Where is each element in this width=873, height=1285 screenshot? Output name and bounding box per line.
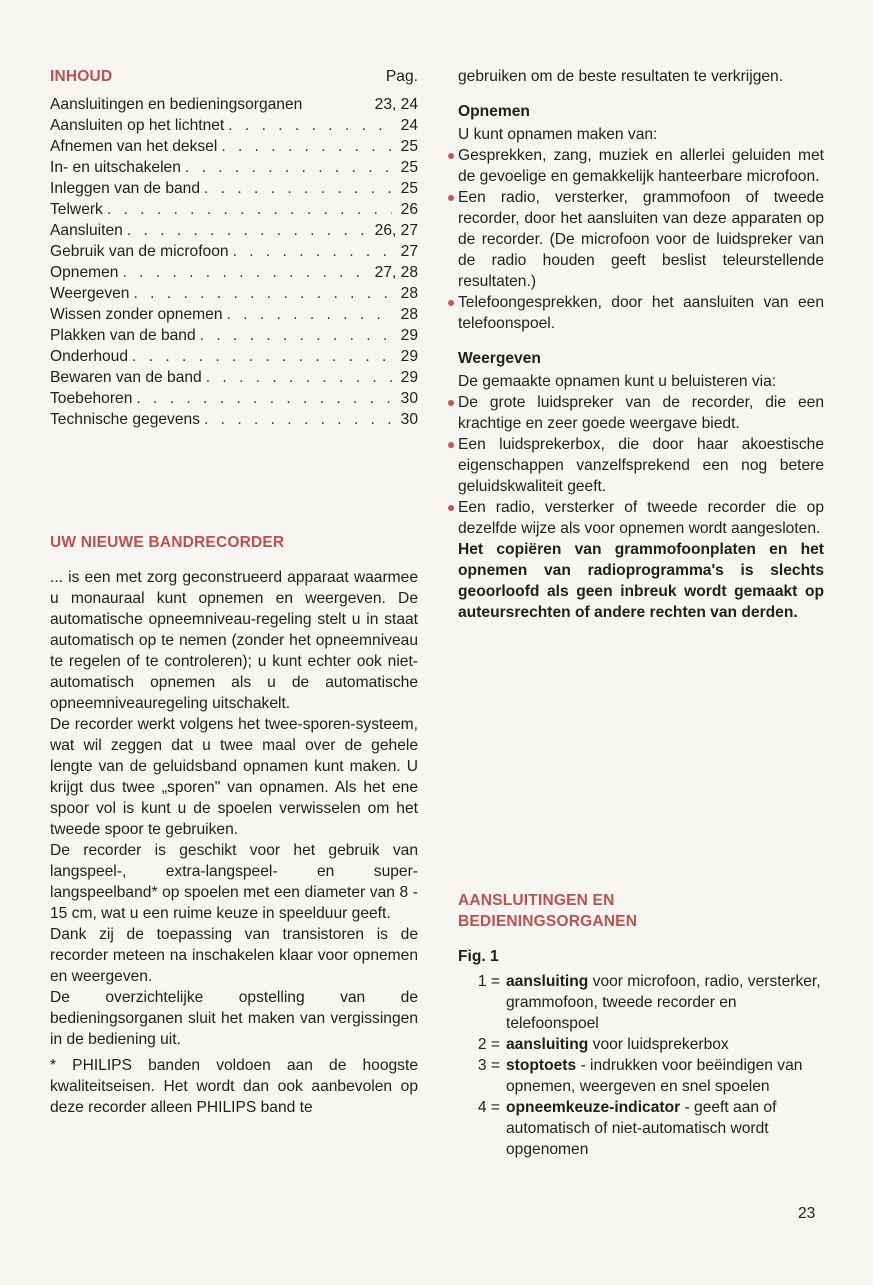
toc-entry-title: Bewaren van de band [50,369,202,386]
toc-entry [50,283,418,304]
toc-entry [50,94,418,115]
right-column [458,66,824,623]
toc-entry-page: 29 [400,369,418,386]
figure-legend [458,971,824,1160]
toc-list [50,94,418,430]
toc-entry-title: In- en uitschakelen [50,159,181,176]
legend-item [458,1097,824,1160]
toc-leader-dots [107,199,392,220]
toc-entry-title: Opnemen [50,264,119,281]
page-number: 23 [798,1205,816,1222]
intro-section [50,532,418,1118]
bullet-icon [448,400,454,406]
toc-entry [50,262,418,283]
toc-leader-dots [200,325,392,346]
weergeven-title: Weergeven [458,350,541,367]
opnemen-title: Opnemen [458,103,530,120]
toc-entry [50,304,418,325]
toc-entry [50,157,418,178]
toc-entry [50,409,418,430]
toc-entry-title: Weergeven [50,285,130,302]
intro-title: UW NIEUWE BANDRECORDER [50,534,285,551]
toc-entry [50,178,418,199]
intro-paragraph: De recorder is geschikt voor het gebruik van langspeel-, extra-langspeel- en super-langspeelband* op spoelen met een diameter van 8 - 15 cm, wat u een ruime keuze in speelduur geeft. [50,842,418,922]
toc-entry-page: 28 [400,285,418,302]
toc-entry-page: 29 [400,327,418,344]
connections-section [458,890,824,1160]
list-item: De grote luidspreker van de recorder, die een krachtige en zeer goede weergave biedt. [458,392,824,434]
toc-header [50,66,418,87]
toc-entry [50,199,418,220]
opnemen-list [458,145,824,334]
toc-entry-title: Inleggen van de band [50,180,201,197]
toc-entry-page: 26 [400,201,418,218]
toc-leader-dots [204,178,392,199]
weergeven-list [458,392,824,539]
toc-entry-page: 30 [400,390,418,407]
toc-entry-page: 24 [400,117,418,134]
bullet-icon [448,505,454,511]
list-item: Een luidsprekerbox, die door haar akoestische eigenschappen vanzelfsprekend een nog betere geluidskwaliteit geeft. [458,434,824,497]
toc-entry-page: 25 [400,138,418,155]
toc-entry [50,136,418,157]
copyright-warning: Het copiëren van grammofoonplaten en het opnemen van radioprogramma's is slechts geoorloofd als geen inbreuk wordt gemaakt op auteursrechten of andere rechten van derden. [458,541,824,621]
legend-text: aansluiting voor luidsprekerbox [506,1036,729,1053]
toc-leader-dots [228,115,392,136]
toc-leader-dots [133,283,392,304]
toc-entry-title: Telwerk [50,201,103,218]
toc-entry-page: 30 [400,411,418,428]
toc-entry-title: Aansluiten [50,222,123,239]
toc-leader-dots [227,304,393,325]
toc-entry-page: 23, 24 [374,96,418,113]
list-item: Een radio, versterker of tweede recorder die op dezelfde wijze als voor opnemen wordt aangesloten. [458,497,824,539]
legend-number: 1 = [477,973,500,990]
toc-page-label: Pag. [385,68,418,85]
toc-leader-dots [185,157,392,178]
toc-entry-title: Onderhoud [50,348,129,365]
toc-entry [50,325,418,346]
toc-entry-title: Wissen zonder opnemen [50,306,223,323]
intro-paragraph: ... is een met zorg geconstrueerd apparaat waarmee u monauraal kunt opnemen en weergeven. De automatische opneemniveau-regeling stelt u in staat automatisch op te nemen (zonder het opneemniveau te regelen of te controleren); u kunt echter ook niet-automatisch opnemen als u de automatische opneemniveauregeling uitschakelt. [50,569,418,712]
toc-leader-dots [204,409,392,430]
intro-paragraph: Dank zij de toepassing van transistoren is de recorder meteen na inschakelen klaar voor opnemen en weergeven. [50,926,418,985]
toc-entry [50,220,418,241]
opnemen-intro: U kunt opnamen maken van: [458,126,658,143]
toc-entry-title: Afnemen van het deksel [50,138,218,155]
toc-leader-dots [122,262,370,283]
toc-leader-dots [233,241,392,262]
footnote: * PHILIPS banden voldoen aan de hoogste kwaliteitseisen. Het wordt dan ook aanbevolen op deze recorder alleen PHILIPS band te [50,1057,418,1116]
weergeven-intro: De gemaakte opnamen kunt u beluisteren via: [458,373,777,390]
toc-entry-title: Gebruik van de microfoon [50,243,229,260]
legend-number: 4 = [477,1099,500,1116]
legend-item [458,971,824,1034]
legend-number: 3 = [477,1057,500,1074]
toc-leader-dots [206,367,392,388]
bullet-icon [448,442,454,448]
legend-text: opneemkeuze-indicator - geeft aan of automatisch of niet-automatisch wordt opgenomen [506,1099,777,1158]
toc-entry [50,346,418,367]
legend-text: stoptoets - indrukken voor beëindigen van opnemen, weergeven en snel spoelen [506,1057,803,1095]
toc-entry-page: 27, 28 [374,264,418,281]
legend-item [458,1055,824,1097]
toc-entry [50,367,418,388]
toc-leader-dots [127,220,371,241]
toc-entry-page: 27 [400,243,418,260]
list-item: Een radio, versterker, grammofoon of tweede recorder, door het aansluiten van deze apparaten op de recorder. (De microfoon voor de luidspreker van de radio houden geeft beslist teleurstellende resultaten.) [458,187,824,292]
toc-entry-title: Plakken van de band [50,327,196,344]
intro-paragraph: De overzichtelijke opstelling van de bedieningsorganen sluit het maken van vergissingen in de bediening uit. [50,989,418,1048]
legend-item [458,1034,824,1055]
toc-entry-page: 28 [400,306,418,323]
toc-entry-title: Aansluitingen en bedieningsorganen [50,96,303,113]
toc-entry [50,115,418,136]
toc-entry [50,241,418,262]
list-item: Telefoongesprekken, door het aansluiten van een telefoonspoel. [458,292,824,334]
legend-text: aansluiting voor microfoon, radio, versterker, grammofoon, tweede recorder en telefoonspoel [506,973,821,1032]
toc-leader-dots [132,346,392,367]
toc-leader-dots [136,388,392,409]
toc-entry-page: 25 [400,180,418,197]
toc-entry [50,388,418,409]
toc-entry-title: Technische gegevens [50,411,200,428]
toc-entry-page: 26, 27 [374,222,418,239]
toc-entry-title: Toebehoren [50,390,133,407]
toc-entry-page: 25 [400,159,418,176]
intro-paragraph: De recorder werkt volgens het twee-sporen-systeem, wat wil zeggen dat u twee maal over de gehele lengte van de geluidsband opnamen kunt maken. U krijgt dus twee „sporen" van opnamen. Als het ene spoor vol is kunt u de spoelen verwisselen om het tweede spoor te gebruiken. [50,716,418,838]
list-item: Gesprekken, zang, muziek en allerlei geluiden met de gevoelige en gemakkelijk hanteerbare microfoon. [458,145,824,187]
toc-entry-title: Aansluiten op het lichtnet [50,117,225,134]
bullet-icon [448,195,454,201]
bullet-icon [448,300,454,306]
toc-leader-dots [221,136,392,157]
toc-title: INHOUD [50,68,113,85]
bullet-icon [448,153,454,159]
figure-label: Fig. 1 [458,948,499,965]
toc-entry-page: 29 [400,348,418,365]
connections-title: AANSLUITINGEN EN BEDIENINGSORGANEN [458,892,638,930]
continuation-text: gebruiken om de beste resultaten te verkrijgen. [458,68,784,85]
legend-number: 2 = [477,1036,500,1053]
toc [50,66,418,430]
